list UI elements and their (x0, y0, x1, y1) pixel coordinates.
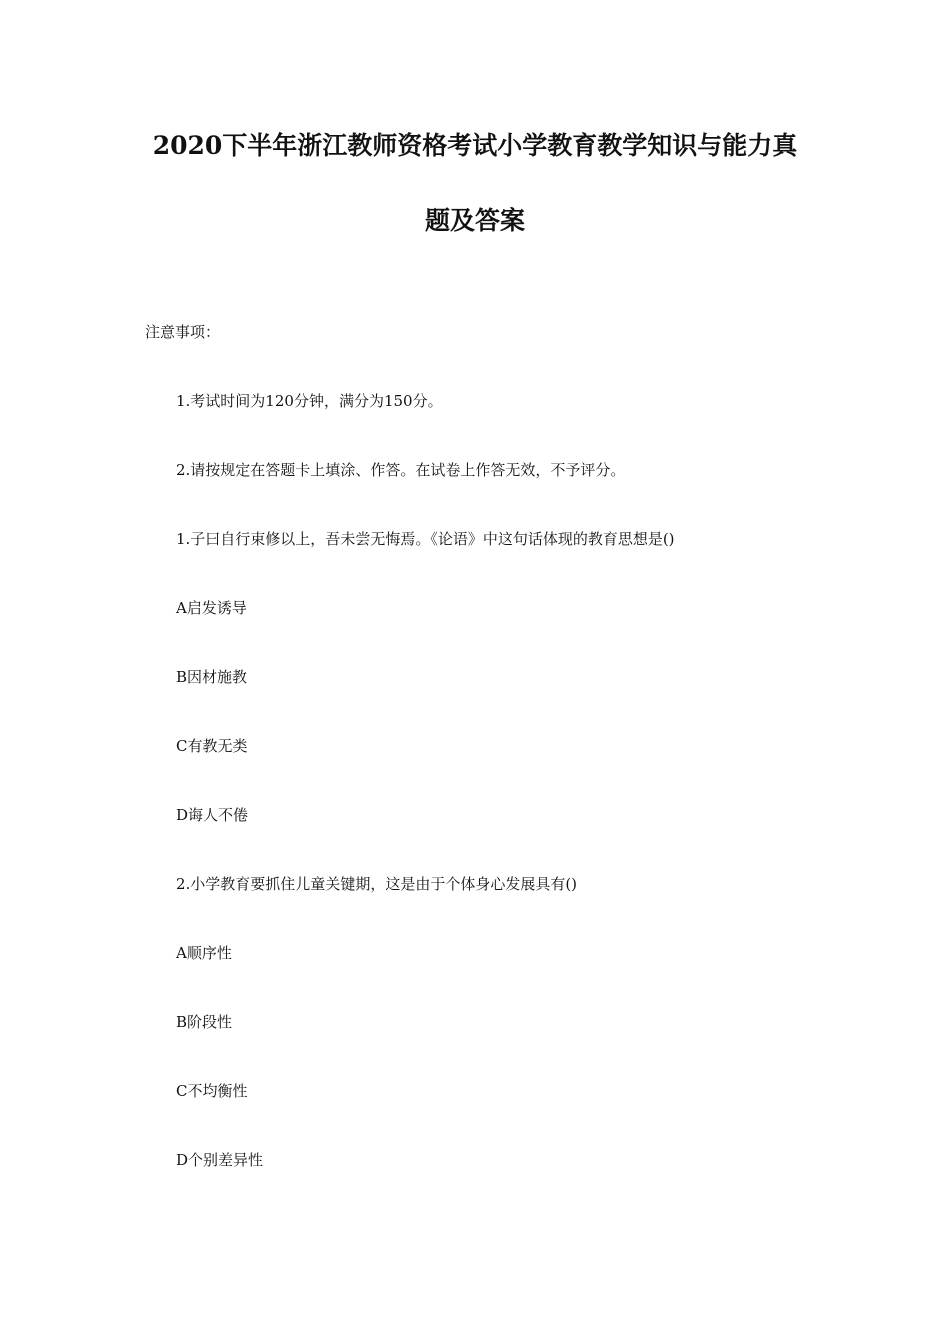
document-title-line-1: 2020下半年浙江教师资格考试小学教育教学知识与能力真 (152, 131, 798, 160)
question-option: A顺序性 (176, 944, 232, 962)
question-stem: 1.子曰自行束修以上，吾未尝无悔焉。《论语》中这句话体现的教育思想是() (176, 530, 675, 548)
notice-item: 1.考试时间为120分钟，满分为150分。 (176, 392, 443, 410)
question-option: D个别差异性 (176, 1151, 264, 1169)
question-option: C有教无类 (176, 737, 248, 755)
question-option: A启发诱导 (176, 599, 247, 617)
question-option: B阶段性 (176, 1013, 233, 1031)
question-option: B因材施教 (176, 668, 248, 686)
question-option: D诲人不倦 (176, 806, 249, 824)
notice-heading: 注意事项： (145, 323, 221, 341)
notice-item: 2.请按规定在答题卡上填涂、作答。在试卷上作答无效，不予评分。 (176, 461, 626, 479)
question-stem: 2.小学教育要抓住儿童关键期，这是由于个体身心发展具有() (176, 875, 578, 893)
question-option: C不均衡性 (176, 1082, 248, 1100)
document-title-line-2: 题及答案 (424, 206, 525, 235)
